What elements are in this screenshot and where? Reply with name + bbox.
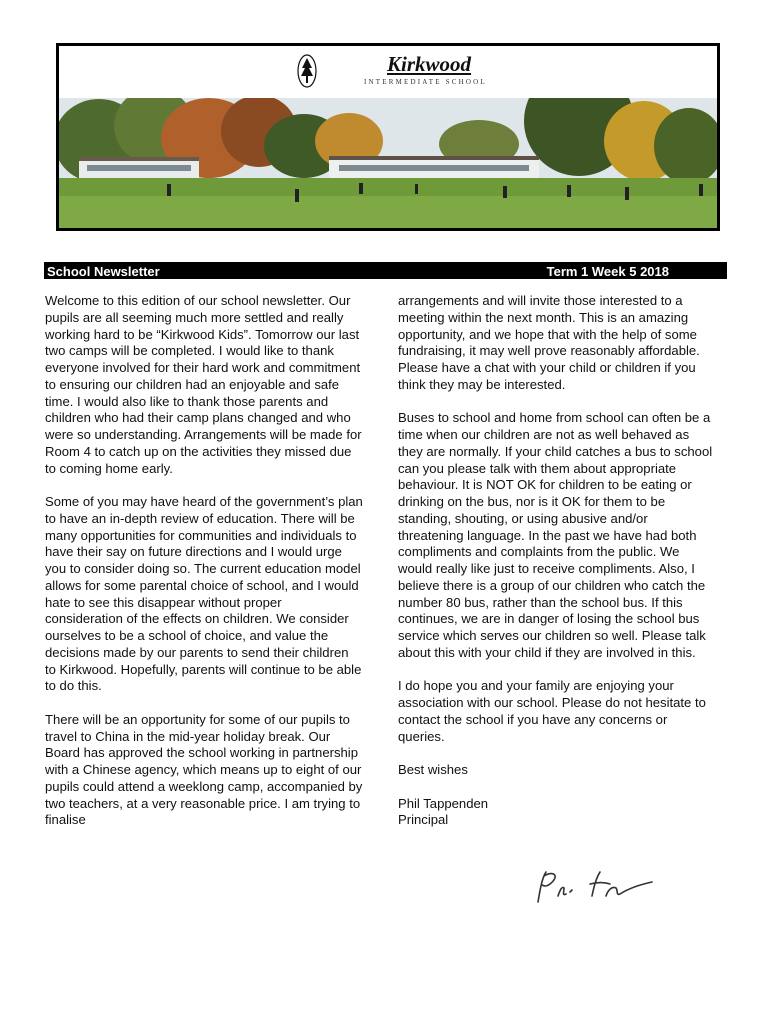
school-subtitle: INTERMEDIATE SCHOOL <box>364 78 487 86</box>
closing: Best wishes <box>398 762 468 777</box>
paragraph: There will be an opportunity for some of our pupils to travel to China in the mid-year holiday break. Our Board has approved the school working in partnership with a Chinese agency, which means up to eight of our pupils could attend a weeklong camp, accompanied by two teachers, at a very reasonable price. I am trying to finalise <box>45 711 363 828</box>
newsletter-title: School Newsletter <box>47 263 160 279</box>
paragraph: Some of you may have heard of the government’s plan to have an in-depth review of education. There will be many opportunities for communities and individuals to have their say on future directions and I would urge you to consider doing so. The current education model allows for some parental choice of school, and I would hate to see this disappear without proper consideration of the effects on children. We consider ourselves to be a school of choice, and value the decisions made by our parents to send their children to Kirkwood. Hopefully, parents will continue to be able to do this. <box>45 494 363 694</box>
paragraph: Welcome to this edition of our school newsletter. Our pupils are all seeming much more settled and really working hard to be “Kirkwood Kids”. Tomorrow our last two camps will be completed. I would like to thank everyone involved for their hard work and commitment to ensuring our children had an enjoyable and safe time. I would also like to thank those parents and children who had their camp plans changed and who were so understanding. Arrangements will be made for Room 4 to catch up on the activities they missed due to coming home early. <box>45 293 362 476</box>
left-column <box>45 293 363 846</box>
paragraph: arrangements and will invite those interested to a meeting within the next month. This is an amazing opportunity, and we hope that with the help of some fundraising, it may well prove reasonably affordable. Please have a chat with your child or children if you think they may be interested. <box>398 293 700 392</box>
paragraph: I do hope you and your family are enjoying your association with our school. Please do not hesitate to contact the school if you have any concerns or queries. <box>398 678 706 744</box>
header-banner <box>56 43 720 231</box>
signer-title: Principal <box>398 812 449 828</box>
newsletter-term: Term 1 Week 5 2018 <box>546 263 669 279</box>
signer-name: Phil Tappenden <box>398 795 489 811</box>
newsletter-title-bar <box>44 262 727 279</box>
school-logo <box>59 46 717 98</box>
paragraph: Buses to school and home from school can often be a time when our children are not as well behaved as they are normally. If your child catches a bus to school can you please talk with them about appropriate behaviour. It is NOT OK for children to be eating or drinking on the bus, nor is it OK for them to be standing, shouting, or using abusive and/or threatening language. In the past we have had both compliments and complaints from the public. We would really like just to receive compliments. Also, I believe there is a group of our children who catch the number 80 bus, rather than the school bus. If this continues, we are in danger of losing the school bus service which serves our children so well. Please talk about this with your child if they are involved in this. <box>398 410 713 660</box>
signature <box>530 866 660 908</box>
school-name: Kirkwood <box>387 52 472 76</box>
tree-emblem-icon <box>297 54 317 88</box>
right-column <box>398 293 716 829</box>
